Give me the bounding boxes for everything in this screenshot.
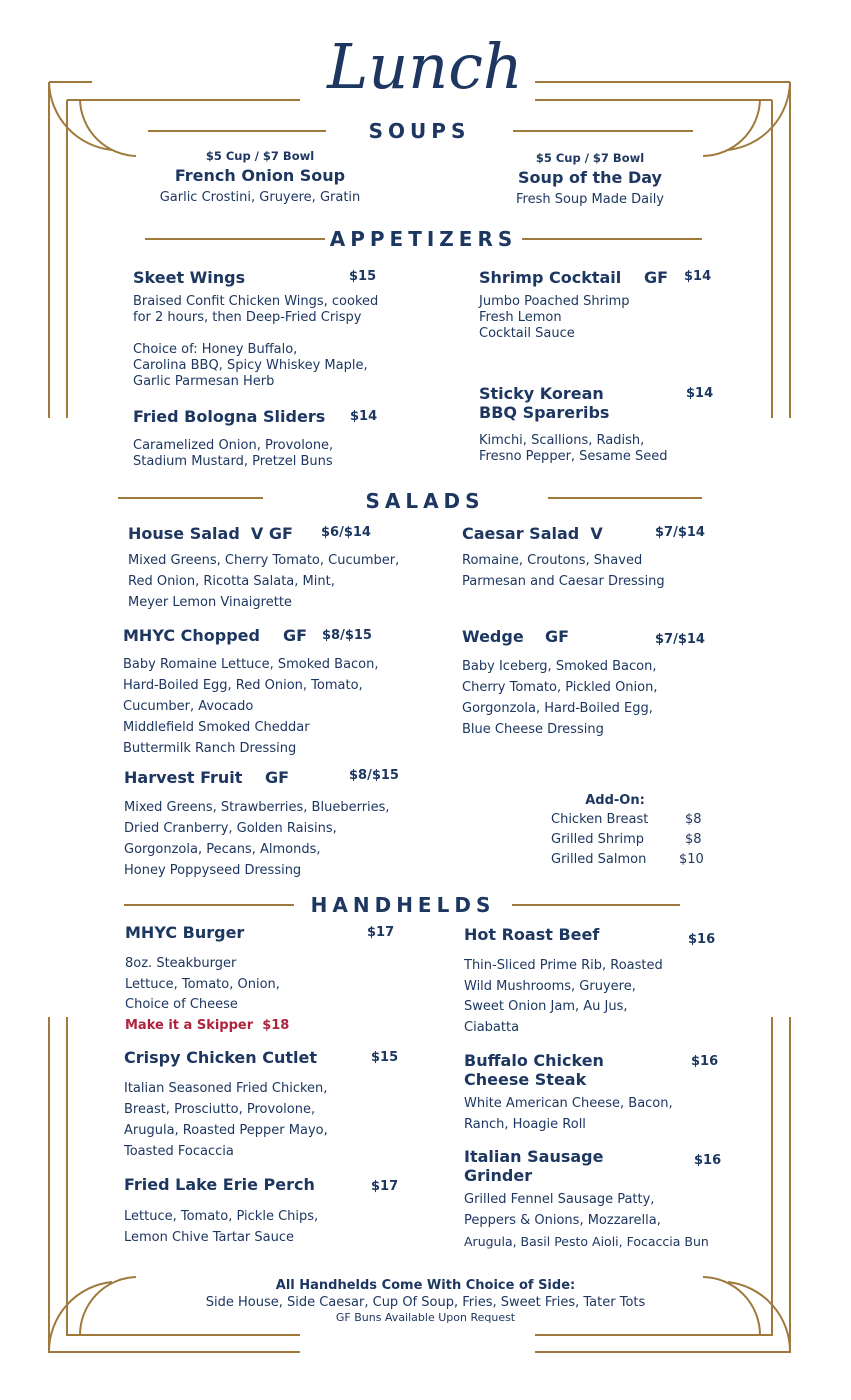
item-desc bbox=[462, 550, 665, 592]
desc-line: Parmesan and Caesar Dressing bbox=[462, 574, 665, 589]
item-name: MHYC Burger bbox=[125, 923, 245, 942]
desc-line: Gorgonzola, Hard-Boiled Egg, bbox=[462, 701, 653, 716]
desc-line: Sweet Onion Jam, Au Jus, bbox=[464, 999, 628, 1014]
desc-line: Arugula, Basil Pesto Aioli, Focaccia Bun bbox=[464, 1234, 709, 1249]
item-desc bbox=[464, 956, 663, 1038]
desc-line: Garlic Parmesan Herb bbox=[133, 374, 275, 389]
desc-line: White American Cheese, Bacon, bbox=[464, 1096, 673, 1111]
add-on-label: Chicken Breast bbox=[551, 812, 649, 827]
desc-line: Cocktail Sauce bbox=[479, 326, 575, 341]
section-heading-soups: SOUPS bbox=[368, 119, 471, 143]
desc-line: for 2 hours, then Deep-Fried Crispy bbox=[133, 310, 362, 325]
desc-line: Carolina BBQ, Spicy Whiskey Maple, bbox=[133, 358, 368, 373]
item-name: Grinder bbox=[464, 1166, 533, 1185]
item-name: Fried Lake Erie Perch bbox=[124, 1175, 315, 1194]
item-name: Caesar Salad V bbox=[462, 524, 603, 543]
desc-line: Cucumber, Avocado bbox=[123, 699, 254, 714]
item-price: $17 bbox=[371, 1179, 399, 1194]
soup-desc: Fresh Soup Made Daily bbox=[515, 192, 665, 207]
desc-line: Blue Cheese Dressing bbox=[462, 722, 604, 737]
footer-note bbox=[100, 1277, 751, 1325]
item-name: Shrimp Cocktail bbox=[479, 268, 622, 287]
add-on-price: $10 bbox=[679, 852, 704, 867]
item-desc bbox=[479, 294, 630, 342]
item-name: Hot Roast Beef bbox=[464, 925, 600, 944]
item-name: Wedge bbox=[462, 627, 524, 646]
desc-line: Buttermilk Ranch Dressing bbox=[123, 741, 297, 756]
item-price: $15 bbox=[349, 269, 377, 284]
desc-line: Braised Confit Chicken Wings, cooked bbox=[133, 294, 379, 309]
item-desc bbox=[133, 342, 368, 390]
item-desc bbox=[124, 797, 390, 881]
soup-name: Soup of the Day bbox=[518, 168, 662, 187]
item-price: $17 bbox=[367, 925, 395, 940]
desc-line: Jumbo Poached Shrimp bbox=[479, 294, 630, 309]
add-on-label: Grilled Salmon bbox=[551, 852, 647, 867]
desc-line: Gorgonzola, Pecans, Almonds, bbox=[124, 842, 321, 857]
soup-price: $5 Cup / $7 Bowl bbox=[205, 149, 315, 163]
item-name: BBQ Spareribs bbox=[479, 403, 610, 422]
desc-line: Lettuce, Tomato, Pickle Chips, bbox=[124, 1209, 319, 1224]
item-name: MHYC Chopped bbox=[123, 626, 260, 645]
item-name: Buffalo Chicken bbox=[464, 1051, 604, 1070]
add-on-box bbox=[545, 793, 715, 872]
divider bbox=[148, 130, 326, 132]
desc-line: Lemon Chive Tartar Sauce bbox=[124, 1230, 294, 1245]
desc-line: Dried Cranberry, Golden Raisins, bbox=[124, 821, 337, 836]
item-desc bbox=[128, 550, 399, 613]
soup-name: French Onion Soup bbox=[174, 166, 346, 185]
item-price: $14 bbox=[350, 409, 378, 424]
item-desc bbox=[123, 654, 379, 759]
desc-line: 8oz. Steakburger bbox=[125, 956, 237, 971]
desc-line: Baby Iceberg, Smoked Bacon, bbox=[462, 659, 657, 674]
item-desc bbox=[462, 656, 657, 740]
desc-line: Ranch, Hoagie Roll bbox=[464, 1117, 586, 1132]
add-on-title: Add-On: bbox=[585, 793, 645, 808]
item-price: $16 bbox=[688, 932, 716, 947]
desc-line: Cherry Tomato, Pickled Onion, bbox=[462, 680, 658, 695]
gf-tag: GF bbox=[265, 768, 290, 787]
divider bbox=[513, 130, 693, 132]
item-price: $15 bbox=[371, 1050, 399, 1065]
item-desc bbox=[133, 294, 378, 326]
item-name: Skeet Wings bbox=[133, 268, 246, 287]
item-price: $7/$14 bbox=[655, 632, 705, 647]
add-on-label: Grilled Shrimp bbox=[551, 832, 644, 847]
desc-line: Fresno Pepper, Sesame Seed bbox=[479, 449, 668, 464]
desc-line: Fresh Lemon bbox=[479, 310, 562, 325]
soup-item bbox=[450, 151, 730, 207]
item-name: House Salad V GF bbox=[128, 524, 293, 543]
item-price: $16 bbox=[694, 1153, 722, 1168]
desc-line: Caramelized Onion, Provolone, bbox=[133, 438, 334, 453]
item-name: Fried Bologna Sliders bbox=[133, 407, 326, 426]
desc-line: Choice of Cheese bbox=[125, 997, 238, 1012]
add-on-row bbox=[545, 832, 715, 852]
desc-line: Meyer Lemon Vinaigrette bbox=[128, 595, 292, 610]
item-price: $14 bbox=[684, 269, 712, 284]
item-desc bbox=[464, 1189, 709, 1252]
divider bbox=[512, 904, 680, 906]
item-name: Crispy Chicken Cutlet bbox=[124, 1048, 317, 1067]
gf-tag: GF bbox=[545, 627, 570, 646]
desc-line: Breast, Prosciutto, Provolone, bbox=[124, 1102, 316, 1117]
item-name: Italian Sausage bbox=[464, 1147, 604, 1166]
desc-line: Choice of: Honey Buffalo, bbox=[133, 342, 298, 357]
item-desc bbox=[124, 1078, 328, 1162]
desc-line: Wild Mushrooms, Gruyere, bbox=[464, 978, 636, 994]
item-name: Cheese Steak bbox=[464, 1070, 587, 1089]
item-price: $8/$15 bbox=[322, 628, 372, 643]
divider bbox=[548, 497, 702, 499]
divider bbox=[118, 497, 263, 499]
footer-title: All Handhelds Come With Choice of Side: bbox=[275, 1278, 576, 1293]
desc-line: Baby Romaine Lettuce, Smoked Bacon, bbox=[123, 657, 379, 672]
add-on-price: $8 bbox=[685, 812, 702, 827]
gf-tag: GF bbox=[644, 268, 669, 287]
divider bbox=[522, 238, 702, 240]
desc-line: Honey Poppyseed Dressing bbox=[124, 863, 302, 878]
soup-price: $5 Cup / $7 Bowl bbox=[535, 151, 645, 165]
desc-line: Thin-Sliced Prime Rib, Roasted bbox=[464, 958, 663, 973]
item-desc bbox=[133, 438, 333, 470]
add-on-row bbox=[545, 812, 715, 832]
footer-sides: Side House, Side Caesar, Cup Of Soup, Fries, Sweet Fries, Tater Tots bbox=[205, 1295, 646, 1310]
item-price: $6/$14 bbox=[321, 525, 371, 540]
desc-line: Peppers & Onions, Mozzarella, bbox=[464, 1213, 661, 1228]
gf-tag: GF bbox=[283, 626, 308, 645]
desc-line: Mixed Greens, Cherry Tomato, Cucumber, bbox=[128, 553, 400, 568]
item-price: $16 bbox=[691, 1054, 719, 1069]
desc-line: Middlefield Smoked Cheddar bbox=[123, 720, 310, 735]
divider bbox=[124, 904, 294, 906]
add-on-price: $8 bbox=[685, 832, 702, 847]
desc-line: Red Onion, Ricotta Salata, Mint, bbox=[128, 574, 335, 589]
item-desc bbox=[124, 1206, 318, 1248]
item-price: $7/$14 bbox=[655, 525, 705, 540]
desc-line: Mixed Greens, Strawberries, Blueberries, bbox=[124, 800, 390, 815]
desc-line: Stadium Mustard, Pretzel Buns bbox=[133, 454, 333, 469]
section-heading-appetizers: APPETIZERS bbox=[329, 227, 518, 251]
soup-item bbox=[120, 149, 400, 205]
desc-line: Arugula, Roasted Pepper Mayo, bbox=[124, 1123, 328, 1138]
section-heading-handhelds: HANDHELDS bbox=[310, 893, 496, 917]
soup-desc: Garlic Crostini, Gruyere, Gratin bbox=[159, 190, 361, 205]
desc-line: Lettuce, Tomato, Onion, bbox=[125, 976, 280, 992]
desc-line: Toasted Focaccia bbox=[124, 1144, 234, 1159]
section-heading-salads: SALADS bbox=[365, 489, 485, 513]
item-price: $14 bbox=[686, 386, 714, 401]
footer-gf-note: GF Buns Available Upon Request bbox=[335, 1311, 516, 1324]
desc-line: Grilled Fennel Sausage Patty, bbox=[464, 1192, 655, 1207]
desc-line: Hard-Boiled Egg, Red Onion, Tomato, bbox=[123, 678, 363, 693]
desc-line: Italian Seasoned Fried Chicken, bbox=[124, 1081, 328, 1096]
divider bbox=[145, 238, 325, 240]
item-desc bbox=[125, 954, 289, 1036]
desc-line: Romaine, Croutons, Shaved bbox=[462, 553, 643, 568]
item-price: $8/$15 bbox=[349, 768, 399, 783]
upsell-text: Make it a Skipper $18 bbox=[125, 1017, 290, 1033]
desc-line: Kimchi, Scallions, Radish, bbox=[479, 433, 645, 448]
page-title: Lunch bbox=[327, 30, 523, 103]
add-on-row bbox=[545, 852, 715, 872]
item-name: Sticky Korean bbox=[479, 384, 604, 403]
item-name: Harvest Fruit bbox=[124, 768, 243, 787]
item-desc bbox=[479, 433, 667, 465]
desc-line: Ciabatta bbox=[464, 1019, 520, 1035]
item-desc bbox=[464, 1093, 673, 1135]
